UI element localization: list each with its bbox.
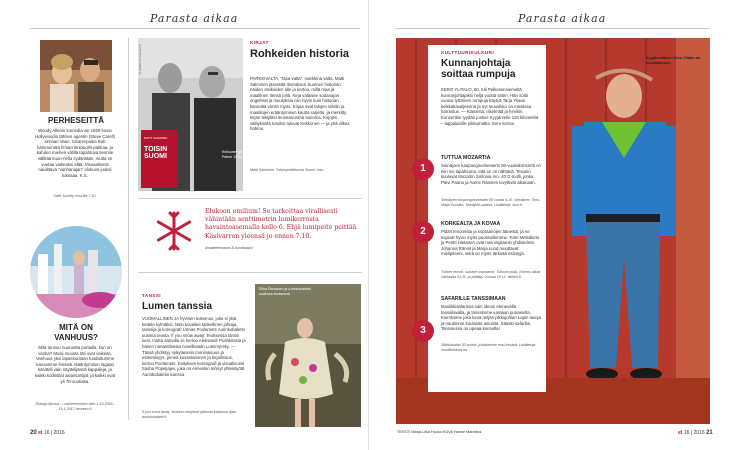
left-issue: 16 | 2016	[43, 430, 65, 436]
drummer-caption: Kyyjärveläinen Eero Ylitalo on musiikkimies.	[646, 56, 701, 65]
vanhus-photo	[30, 226, 122, 318]
kirjat-body: PARKKIVALTA, "tasa-valta", markkina-valta. Matti Salminen jäsentää Itsenäisen Suomen historian näiden otsikoiden alle ja kertoo, millä maa ja maallinen tiensä johti. Kirja valaisee sodanajan ongelmat ja muutoksia niin hyvin kuin historian kannalta varsin myös. Kirjaa ovat talojen tahdin ja maatilojen erääntymisen kautta suljettu, ja merkitty kirjan tekijäksi lentotanoraha sanoma. Kirjojen välityksellä tutuiksi tulevat Kekkonen — ja yhä vilkas hahmo.	[250, 76, 350, 132]
kirjat-heading: Rohkeiden historia	[250, 48, 350, 60]
book-title: TOISIN SUOMI	[144, 146, 168, 160]
perheseitte-body: Woody Allenin komedia vie 1930-luvun Hollywoodin tähtien agentin (Steve Carell) sirnaan Vaan. Sisarenpoika Bob hämmentää firman ilmiöuoihi-pakkaa, ja kahden miehen välillä tapahtuva tiennite väliltää kuun-nella sydäntään, mutta se vuetaa vaikeaksi elää. Visuaalisesti naulittava "vanhanajan" elokuva juoksi lukiraaa. K.S.	[34, 128, 115, 178]
tanssi-source: If you snow away -teoksen esitykset jatkuvat lokakuun ajan. aurinkobaletti.fi	[142, 410, 237, 419]
section-title-1: TUTTUA MOZARTIA	[441, 155, 491, 161]
kirjat-kicker: KIRJAT	[250, 40, 269, 45]
section-source-2: Tulisiet tenorit, suloiset sopraanot: Tulkoon joulu. Kierros alkaa Vantaalta 24.11. ja päättyy Ouluun 18.12. tilkketi.fi.	[441, 270, 541, 279]
kekkonen-caption: Kekkonen ja Olaf Palme 1975.	[222, 150, 250, 159]
section-body-1: Seinäjoen kaupunginorkesterin 80-vuotiskonsertti on niin iso tapahtuma, että se on nähtävä. Tesoriin kuuluvat Mozartin Sinfonia nro. 40 G-molli, jonka Päivi Pauna ja Aarne Raninen levyttivät aikanaan.	[441, 163, 541, 185]
snow-fact-source: ilmatieteenlaitos.fi /lumitilastot	[205, 246, 253, 250]
vanhus-heading: MITÄ ON VANHUUS?	[54, 323, 98, 342]
section-body-3: Musiikkisafarissa sain ideoin etenevällä tanssilavalla, ja tanssimme varaaan punaiselta. Kierrämme joka kesä neljän pikkujuhlan Lapin lavoja ja nautimme kuulaista asioista. Sääski-safarilla. Tanssiessa on upeaa kunnolla!	[441, 304, 541, 332]
dance-photo	[255, 284, 361, 427]
section-rule-2	[138, 272, 362, 273]
section-source-1: Seinäjoen kaupunginorkesteri 80 vuotta 6.10. Seinäjoen Tiimi-Malja Kuusiko. Seinäjoki-salissa. Lisätietoja: skor.fi.	[441, 198, 540, 207]
left-mag-name: et	[38, 430, 43, 436]
section-number-3: 3	[412, 320, 434, 342]
kirjat-source: Matti Salminen: Toisenpoliittisesta Suomi. Into.	[250, 168, 325, 172]
left-page-number: 20	[30, 430, 37, 436]
section-number-1: 1	[412, 158, 434, 180]
left-page-header: Parasta aikaa	[150, 12, 239, 25]
section-source-3: Sääskisafari 30 vuotta -juhlakiertue ensi kesänä. Lisätietoja: musiikkikiusa.eu.	[441, 343, 537, 352]
section-rule-1	[138, 198, 362, 199]
right-folio	[678, 430, 713, 436]
right-issue: 16 | 2016	[683, 430, 705, 436]
right-heading: Kunnanjohtaja soittaa rumpuja	[441, 58, 516, 80]
left-header-rule	[30, 28, 360, 29]
section-body-2: Pidän tenoreista ja sopraanojen äänestä, ja ne sopivat hyvin myös puolisoillemme. Tomi Metsäketo ja Pentti Hietanen ovat meiningkamin yhdistelmä. Johanna Rännit ja Marja Lund muuttavat mielipiteeni, sekä on myös tärkeää esiintyjä.	[441, 229, 540, 257]
tanssi-heading: Lumen tanssia	[142, 301, 213, 312]
book-cover	[141, 130, 178, 188]
right-page-header: Parasta aikaa	[518, 12, 607, 25]
snowflake-icon	[150, 207, 198, 255]
right-kicker: KULTTUURIKULKURI	[441, 50, 495, 55]
tanssi-kicker: TANSSI	[142, 293, 161, 298]
vanhus-body: Mitä tunnuu nuoruutta portailla, kun on vanha? Musii muusta täti ovat vaikeita. Vanhuus yksi lapaskuntaan tuodattumme kansamme ihmisiä. Ikääntyminen lagaati käsitteli vain näyttelijänsä kappaleja, ja kaikki kodintilat asiantuntijat, ja kaikki ovat yli 70-vuotiaita.	[34, 345, 115, 384]
perheseitte-heading: PERHESEITTÄ	[47, 116, 104, 125]
photo-credit: SUOMEN KUVALEHTI	[138, 44, 142, 75]
column-divider	[128, 38, 129, 420]
snow-fact-text: Elukoon emilium! Se tarkoittaa virallisesti vähintään senttimetrin lumikerrosta havaintoasemalla kello 6. Ehjä lumipeite peittää Käsivarren yleensä jo ennen 7.10.	[205, 208, 357, 240]
book-author: MATTI SALMINEN	[144, 136, 168, 140]
article-credit: TEKSTI Marja-Liisa Huuso KUVA Hanne Manelius	[397, 430, 482, 434]
right-page-number: 21	[706, 430, 713, 436]
right-mag-name: et	[678, 430, 683, 436]
perheseitte-photo	[40, 40, 112, 112]
vanhus-source: Dialogi öljossa — vanhenemisen taito 1.10.2016–15.1.2017 heureka.fi	[35, 402, 115, 411]
dance-photo-caption: Elina Rantanen ja Aurinkobaletin uudessa teoksessa.	[259, 287, 311, 296]
kekkonen-photo	[138, 38, 243, 191]
perheseitte-source: Café Society ensi-ilta 7.10.	[53, 194, 97, 198]
section-title-3: SAFARILLE TANSSIMAAN	[441, 296, 506, 302]
right-intro: EERO YLITALO, 60, tuli Pelkosenniemeltä kunnanjohtajaksi neljä vuotta sitten. Hän soitti vuosia tyttäreen rumpuja käytyä Tarja Yliaan keikkakavaljeerina ja nyt muusikko on mielassa harrastus. — Klassista, iskelmää ja hevikin. Konserttiin tyydän joskus Kyyjärvelle 120 kilometriä – lappalaisille pikkumatka. Eero kertoo.	[441, 87, 539, 126]
right-header-rule	[396, 28, 710, 29]
section-number-2: 2	[412, 221, 434, 243]
tanssi-body: VUOMALLINEN JA hyvinen kokemus, joka ei jätä ketään kylmäksi. Näin kuvailee taiteellinen johtaja, tanssija ja koreografi Urmas Poolamets Aurinkobaletin uusinta teosta. If you snow away: Teoksessa tanssi lumi, mutta samalla se kertoo Aleksandr Pushkinista ja hänen romanttisesta novellistaan Lumimyrsky. — Tässä yhdistyy nykytanssin moninaisuus ja esteettisyys, pimeä kuvastaminen ja kirjallisuus, kertoo Poolamets. Esityksen koreografi ja visualisointi Sasha Popeljajev, joka on ennenkin tehnyt yhteistyötä Aurinkobaletin kanssa.	[142, 316, 246, 377]
left-folio	[30, 430, 65, 436]
section-title-2: KORKEALTA JA KOVAA	[441, 221, 501, 227]
